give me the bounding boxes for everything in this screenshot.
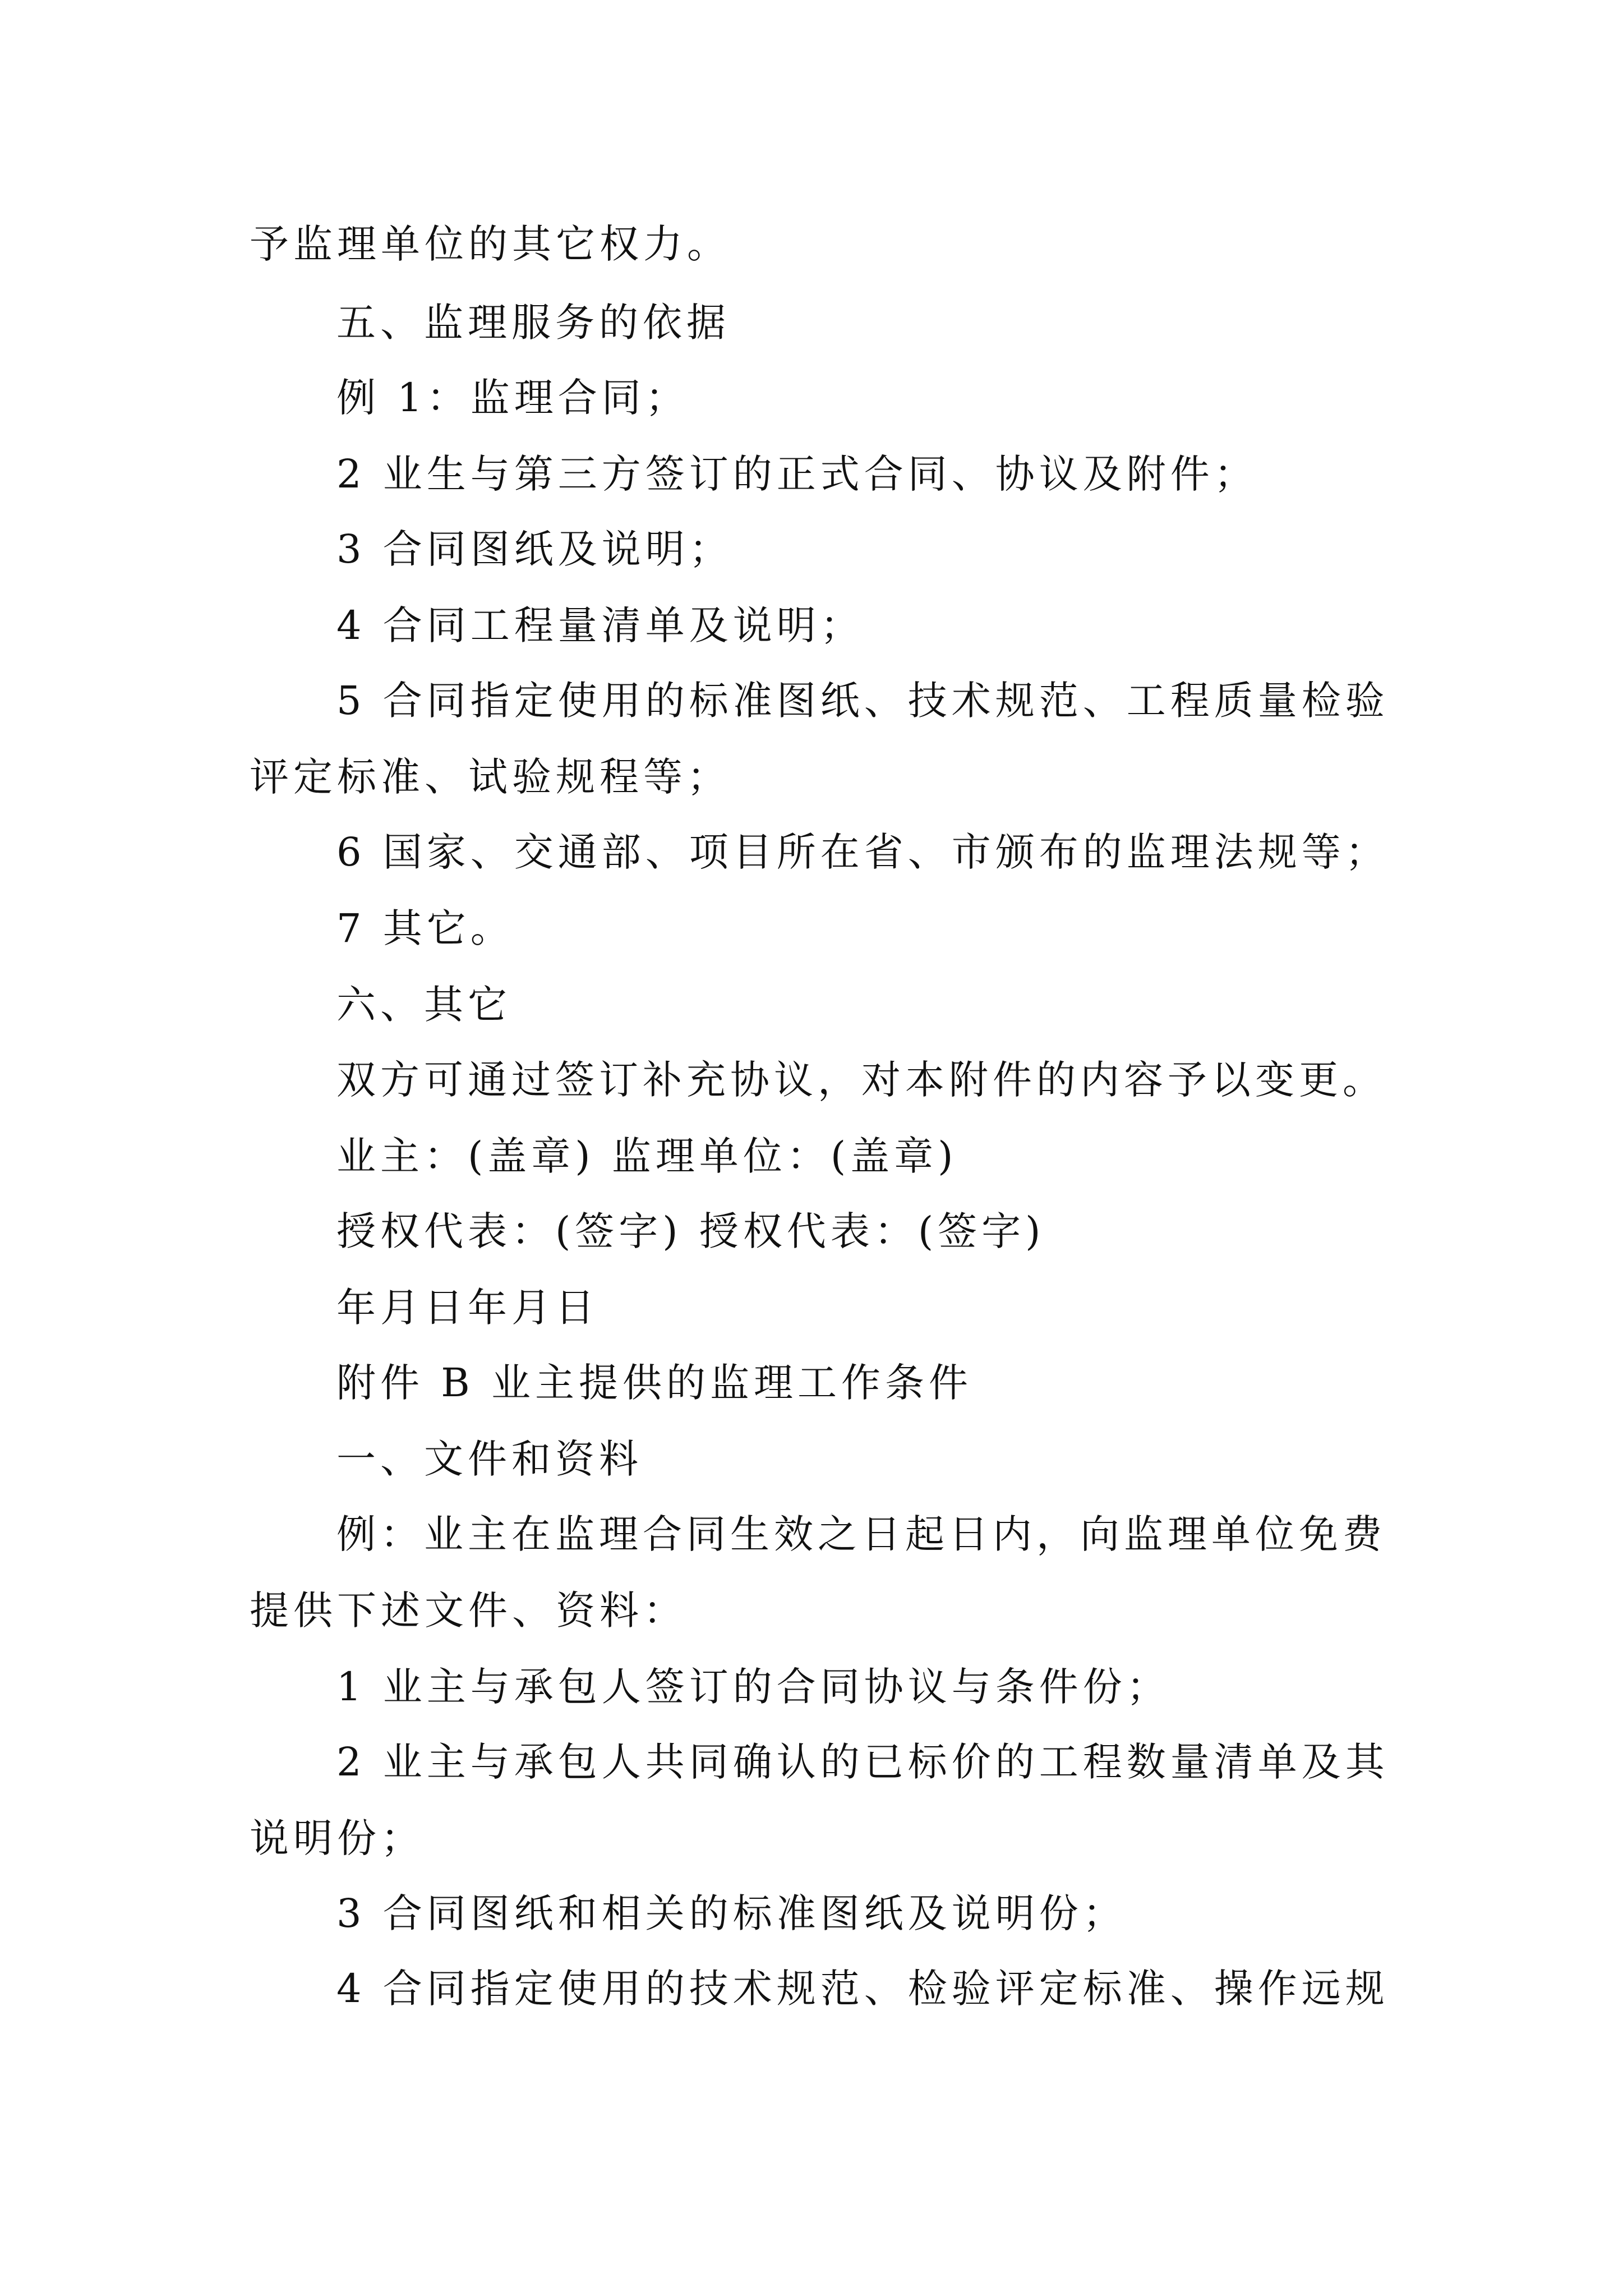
list-item: 例 1：监理合同； <box>336 375 689 421</box>
paragraph-line: 双方可通过签订补充协议，对本附件的内容予以变更。 <box>336 1057 1386 1103</box>
signature-line: 授权代表：(签字) 授权代表：(签字) <box>336 1208 1045 1254</box>
section-heading: 五、监理服务的依据 <box>336 300 730 346</box>
list-item: 4 合同指定使用的技术规范、检验评定标准、操作远规 <box>336 1966 1389 2012</box>
paragraph-line: 例：业主在监理合同生效之日起日内，向监理单位免费 <box>336 1511 1386 1557</box>
paragraph-continuation: 提供下述文件、资料： <box>250 1588 687 1634</box>
appendix-heading: 附件 B 业主提供的监理工作条件 <box>336 1360 972 1406</box>
list-item: 3 合同图纸及说明； <box>336 526 733 572</box>
signature-line: 业主：(盖章) 监理单位：(盖章) <box>336 1133 958 1179</box>
list-item: 7 其它。 <box>336 905 514 951</box>
list-item: 3 合同图纸和相关的标准图纸及说明份； <box>336 1890 1127 1936</box>
list-item: 6 国家、交通部、项目所在省、市颁布的监理法规等； <box>336 829 1389 875</box>
section-heading: 一、文件和资料 <box>336 1436 643 1482</box>
list-item: 4 合同工程量清单及说明； <box>336 602 864 648</box>
list-item: 2 业生与第三方签订的正式合同、协议及附件； <box>336 451 1258 497</box>
list-item: 1 业主与承包人签订的合同协议与条件份； <box>336 1664 1170 1710</box>
section-heading: 六、其它 <box>336 982 511 1028</box>
list-item: 2 业主与承包人共同确认的已标价的工程数量清单及其 <box>336 1739 1389 1785</box>
paragraph-line: 予监理单位的其它权力。 <box>250 221 731 267</box>
date-line: 年月日年月日 <box>336 1285 599 1331</box>
list-item-continuation: 评定标准、试验规程等； <box>250 754 731 800</box>
list-item-continuation: 说明份； <box>250 1815 425 1861</box>
list-item: 5 合同指定使用的标准图纸、技术规范、工程质量检验 <box>336 678 1389 724</box>
